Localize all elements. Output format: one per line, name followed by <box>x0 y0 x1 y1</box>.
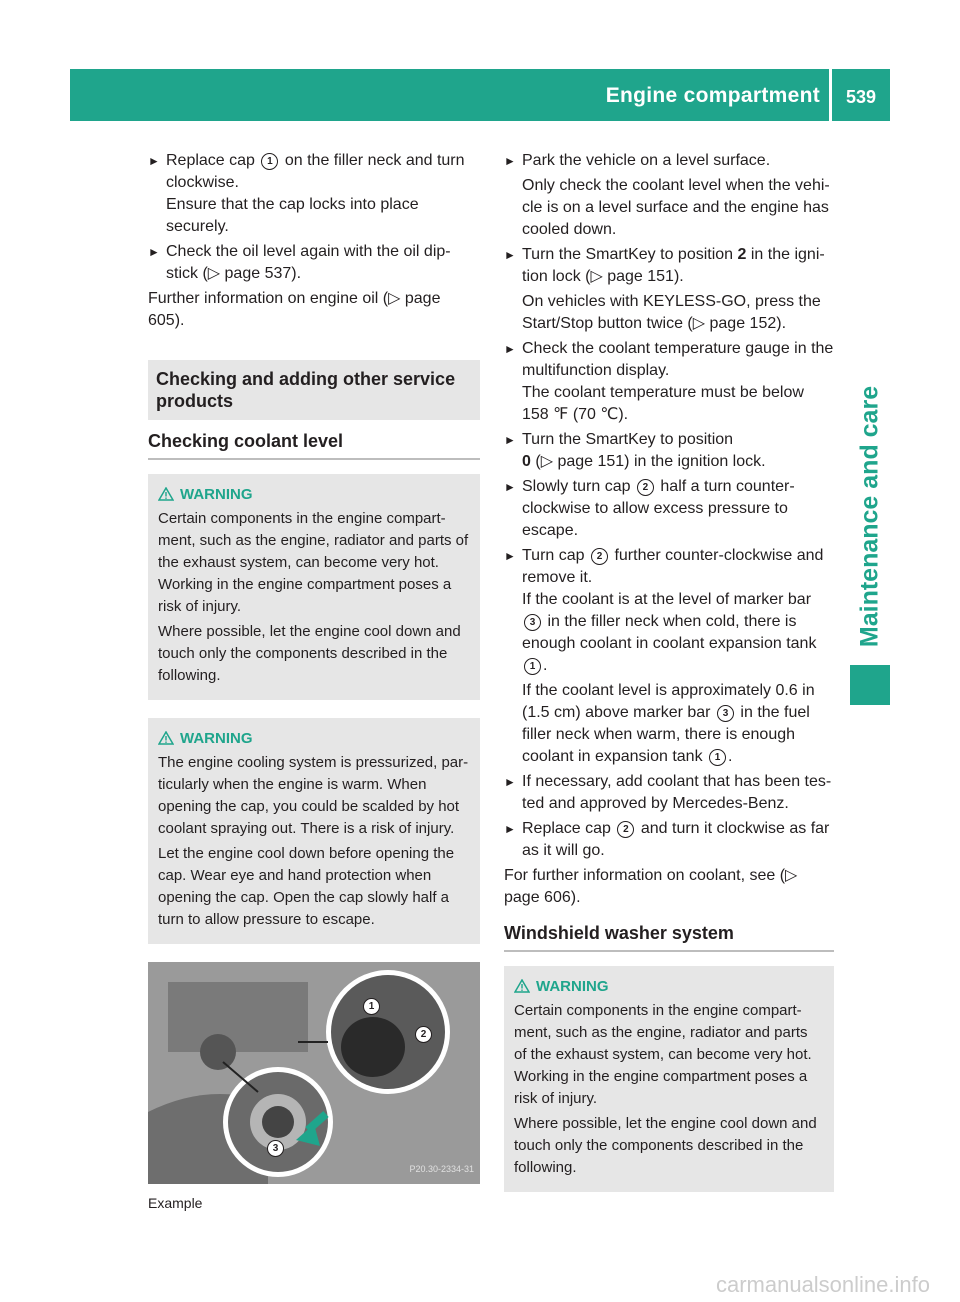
instruction-step: ► Turn the SmartKey to position 0 (▷ page 151) in the ignition lock. <box>504 431 766 470</box>
step-arrow-icon: ► <box>148 245 160 259</box>
step-note: Only check the coolant level when the vehi-cle is on a level surface and the engine has cooled down. <box>522 177 830 238</box>
step-arrow-icon: ► <box>504 775 516 789</box>
callout-1-icon: 1 <box>709 749 726 766</box>
warning-box: WARNING Certain components in the engine compart-ment, such as the engine, radiator and parts of the exhaust system, can become very hot. Working in the engine compartment poses a risk of injury. Where possible, let the engine cool down and touch only the components described in the following. <box>148 474 480 700</box>
paragraph: For further information on coolant, see (▷ page 606). <box>504 867 798 906</box>
step-arrow-icon: ► <box>504 248 516 262</box>
subheading: Checking coolant level <box>148 420 480 460</box>
engine-compartment-illustration <box>148 962 480 1184</box>
callout-3-icon: 3 <box>717 705 734 722</box>
instruction-step: ► Slowly turn cap 2 half a turn counter-clockwise to allow excess pressure to escape. <box>504 478 795 539</box>
step-arrow-icon: ► <box>504 342 516 356</box>
callout-2-icon: 2 <box>591 548 608 565</box>
figure-caption: Example <box>148 1195 203 1211</box>
page-number: 539 <box>845 87 877 107</box>
left-column <box>148 150 480 1214</box>
step-arrow-icon: ► <box>504 822 516 836</box>
subheading: Windshield washer system <box>504 912 834 952</box>
callout-2-icon: 2 <box>637 479 654 496</box>
page-header-title: Engine compartment <box>605 84 820 107</box>
watermark: carmanualsonline.info <box>715 1272 930 1297</box>
callout-3-icon: 3 <box>267 1140 284 1157</box>
section-title: Checking and adding other service products <box>148 360 480 420</box>
warning-box: WARNING The engine cooling system is pressurized, par-ticularly when the engine is warm. When opening the cap, you could be scalded by hot coolant spraying out. There is a risk of injury. Let the engine cool down before opening the cap. Wear eye and hand protection when opening the cap. Open the cap slowly half a turn to allow pressure to escape. <box>148 718 480 944</box>
callout-1-icon: 1 <box>261 153 278 170</box>
step-arrow-icon: ► <box>504 433 516 447</box>
instruction-step: ► Check the oil level again with the oil dip-stick (▷ page 537). <box>148 243 451 282</box>
callout-1-icon: 1 <box>363 998 380 1015</box>
right-column <box>504 150 834 1210</box>
instruction-step: ► If necessary, add coolant that has been tes-ted and approved by Mercedes-Benz. <box>504 773 832 812</box>
warning-header: WARNING <box>514 976 824 998</box>
callout-1-icon: 1 <box>524 658 541 675</box>
step-arrow-icon: ► <box>148 154 160 168</box>
paragraph: Further information on engine oil (▷ page 605). <box>148 290 441 329</box>
engine-figure <box>148 962 480 1184</box>
instruction-step: ► Replace cap 1 on the filler neck and turn clockwise. Ensure that the cap locks into place securely. <box>148 152 465 235</box>
warning-header: WARNING <box>158 484 470 506</box>
step-arrow-icon: ► <box>504 549 516 563</box>
instruction-step: ► Turn cap 2 further counter-clockwise and remove it. If the coolant is at the level of marker bar 3 in the filler neck when cold, there is enough coolant in coolant expansion tank 1 . <box>504 547 824 674</box>
step-arrow-icon: ► <box>504 154 516 168</box>
header-divider <box>829 69 832 121</box>
instruction-step: ► Turn the SmartKey to position 2 in the igni-tion lock (▷ page 151). <box>504 246 825 285</box>
step-note: If the coolant level is approximately 0.6 in (1.5 cm) above marker bar 3 in the fuel filler neck when warm, there is enough coolant in expansion tank 1 . <box>522 682 815 765</box>
warning-triangle-icon <box>158 731 174 745</box>
figure-code: P20.30-2334-31 <box>409 1164 474 1174</box>
step-arrow-icon: ► <box>504 480 516 494</box>
callout-2-icon: 2 <box>617 821 634 838</box>
warning-triangle-icon <box>514 979 530 993</box>
side-tab <box>840 340 900 700</box>
warning-triangle-icon <box>158 487 174 501</box>
instruction-step: ► Check the coolant temperature gauge in the multifunction display. The coolant temperature must be below 158 ℉ (70 ℃). <box>504 340 834 423</box>
step-note: On vehicles with KEYLESS-GO, press the Start/Stop button twice (▷ page 152). <box>522 293 821 332</box>
warning-box: WARNING Certain components in the engine compart-ment, such as the engine, radiator and parts of the exhaust system, can become very hot. Working in the engine compartment poses a risk of injury. Where possible, let the engine cool down and touch only the components described in the following. <box>504 966 834 1192</box>
instruction-step: ► Park the vehicle on a level surface. <box>504 150 834 172</box>
callout-2-icon: 2 <box>415 1026 432 1043</box>
callout-3-icon: 3 <box>524 614 541 631</box>
warning-header: WARNING <box>158 728 470 750</box>
instruction-step: ► Replace cap 2 and turn it clockwise as far as it will go. <box>504 820 830 859</box>
side-tab-marker <box>850 665 890 705</box>
side-tab-label: Maintenance and care <box>855 385 884 648</box>
